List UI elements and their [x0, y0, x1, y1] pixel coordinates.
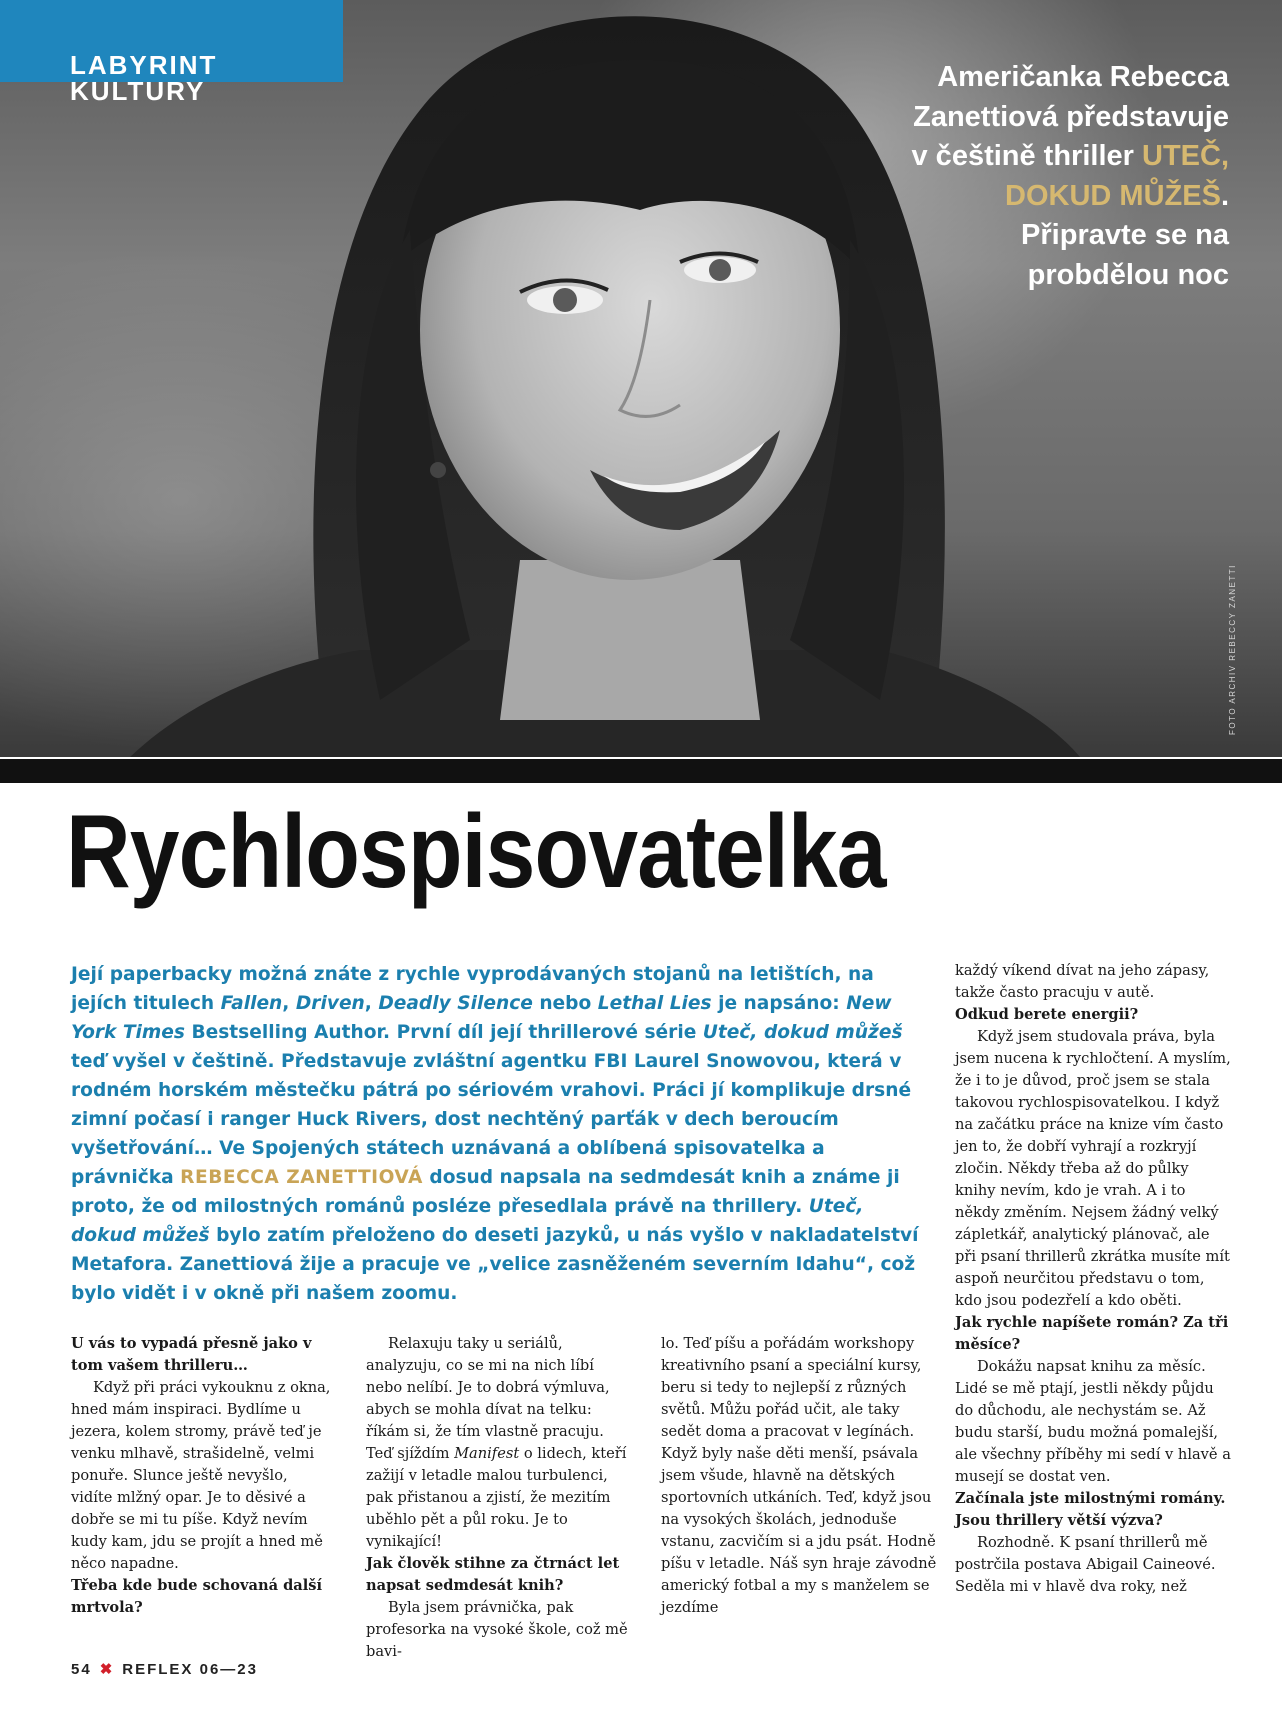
perex-text: Její paperbacky možná znáte z rychle vyprodávaných stojanů na letištích, na jejích titulech: [71, 964, 874, 1014]
perex-separator: ,: [282, 993, 296, 1014]
interview-answer: [366, 1333, 634, 1553]
series-title: Manifest: [454, 1445, 520, 1462]
teaser-intro: Američanka Rebecca Zanettiová představuje v češtině thriller: [911, 61, 1229, 172]
header-divider: [0, 759, 1282, 783]
teaser-outro: . Připravte se na probdělou noc: [1021, 179, 1229, 291]
interview-answer: Dokážu napsat knihu za měsíc. Lidé se mě ptají, jestli někdy půjdu do důchodu, ale nechystám se. Až budu starší, budu možná pomalejší, ale všechny příběhy mi sedí v hlavě a musejí se dostat ven.: [955, 1358, 1231, 1485]
interview-answer: každý víkend dívat na jeho zápasy, takže často pracuju v autě.: [955, 962, 1210, 1001]
interview-answer: Byla jsem právnička, pak profesorka na vysoké škole, což mě bavi-: [366, 1599, 628, 1660]
answer-text: Relaxuju taky u seriálů, analyzuju, co se mi na nich líbí nebo nelíbí. Je to dobrá výmluva, abych se mohla dívat na telku: říkám si, že tím vlastně pracuju. Teď sjíždím: [366, 1335, 610, 1462]
article-headline: Rychlospisovatelka: [66, 794, 886, 910]
interview-answer: Když při práci vykouknu z okna, hned mám inspiraci. Bydlíme u jezera, kolem stromy, právě teď je venku mlhavě, strašidelně, velmi ponuře. Slunce ještě nevyšlo, vidíte mlžný opar. Je to děsivé a dobře se mi tu píše. Když nevím kudy kam, jdu se projít a hned mě něco napadne.: [71, 1379, 331, 1572]
interview-answer: Rozhodně. K psaní thrillerů mě postrčila postava Abigail Caineové. Seděla mi v hlavě dva roky, než: [955, 1534, 1216, 1595]
perex-separator: ,: [364, 993, 379, 1014]
perex-text: je napsáno:: [711, 993, 847, 1014]
book-title: Uteč, dokud můžeš: [702, 1022, 903, 1043]
photo-credit: FOTO ARCHIV REBECCY ZANETTI: [1228, 564, 1237, 735]
interview-answer: lo. Teď píšu a pořádám workshopy kreativního psaní a speciální kursy, beru si tedy to nejlepší z různých světů. Můžu pořád učit, ale taky sedět doma a pracovat v legínách. Když byly naše děti menší, psávala jsem všude, hlavně na dětských sportovních utkáních. Teď, když jsou na vysokých školách, jednoduše vstanu, zacvičím si a jdu psát. Hodně píšu v letadle. Náš syn hraje závodně americký fotbal a my s manželem se jezdíme: [661, 1335, 937, 1616]
newspaper-title: New York Times: [71, 993, 892, 1043]
page-number: 54: [71, 1661, 92, 1678]
author-name: REBECCA ZANETTIOVÁ: [180, 1167, 423, 1188]
reflex-mark-icon: ✖: [99, 1661, 115, 1678]
perex-separator: nebo: [532, 993, 598, 1014]
teaser-book-title: UTEČ, DOKUD MŮŽEŠ: [1005, 140, 1229, 212]
book-title: Lethal Lies: [597, 993, 712, 1014]
article-column-4: [955, 960, 1231, 1598]
interview-question: U vás to vypadá přesně jako v tom vašem thrilleru…: [71, 1335, 312, 1374]
interview-question: Začínala jste milostnými romány. Jsou thrillery větší výzva?: [955, 1490, 1226, 1529]
interview-question: Třeba kde bude schovaná další mrtvola?: [71, 1577, 323, 1616]
section-label: LABYRINT KULTURY: [70, 50, 218, 106]
perex-text: bylo zatím přeloženo do deseti jazyků, u nás vyšlo v nakladatelství Metafora. Zanettiová žije a pracuje ve „velice zasněženém severním Idahu“, což bylo vidět i v okně při našem zoomu.: [71, 1225, 919, 1304]
interview-answer: Když jsem studovala práva, byla jsem nucena k rychločtení. A myslím, že i to je důvod, proč jsem se stala takovou rychlospisovatelkou. I když na začátku práce na knize vím často jen to, že dobří vyhrají a rozkryjí zločin. Někdy třeba až do půlky knihy nevím, kdo je vrah. A i to někdy změním. Nejsem žádný velký zápletkář, analytický plánovač, ale při psaní thrillerů zkrátka musíte mít aspoň neurčitou představu o tom, kdo jsou podezřelí a kdo oběti.: [955, 1028, 1231, 1309]
perex-text: dosud napsala na sedmdesát knih a známe ji proto, že od milostných románů posléze přesedlala právě na thrillery.: [71, 1167, 900, 1217]
book-title: Fallen: [220, 993, 283, 1014]
section-tag: [0, 0, 343, 106]
article-column-1: [71, 1333, 333, 1619]
issue-label: REFLEX 06—23: [122, 1661, 258, 1678]
teaser-text: [899, 58, 1229, 295]
answer-text: o lidech, kteří zažijí v letadle malou turbulenci, pak přistanou a zjistí, že mezitím uběhlo pět a půl roku. Je to vynikající!: [366, 1445, 627, 1550]
perex-text: Bestselling Author. První díl její thrillerové série: [184, 1022, 703, 1043]
page-footer: [71, 1660, 258, 1678]
interview-question: Jak rychle napíšete román? Za tři měsíce?: [955, 1314, 1229, 1353]
article-perex: [71, 960, 923, 1308]
article-column-3: [661, 1333, 939, 1619]
interview-question: Jak člověk stihne za čtrnáct let napsat sedmdesát knih?: [366, 1555, 620, 1594]
perex-text: teď vyšel v češtině. Představuje zvláštní agentku FBI Laurel Snowovou, která v rodném horském městečku pátrá po sériovém vrahovi. Práci jí komplikuje drsné zimní počasí i ranger Huck Rivers, dost nechtěný parťák v dech beroucím vyšetřování… Ve Spojených státech uznávaná a oblíbená spisovatelka a právnička: [71, 1051, 912, 1188]
book-title: Uteč, dokud můžeš: [71, 1196, 864, 1246]
book-title: Deadly Silence: [378, 993, 533, 1014]
book-title: Driven: [295, 993, 365, 1014]
interview-question: Odkud berete energii?: [955, 1006, 1139, 1023]
author-portrait-photo: [0, 0, 1282, 757]
article-column-2: [366, 1333, 634, 1663]
